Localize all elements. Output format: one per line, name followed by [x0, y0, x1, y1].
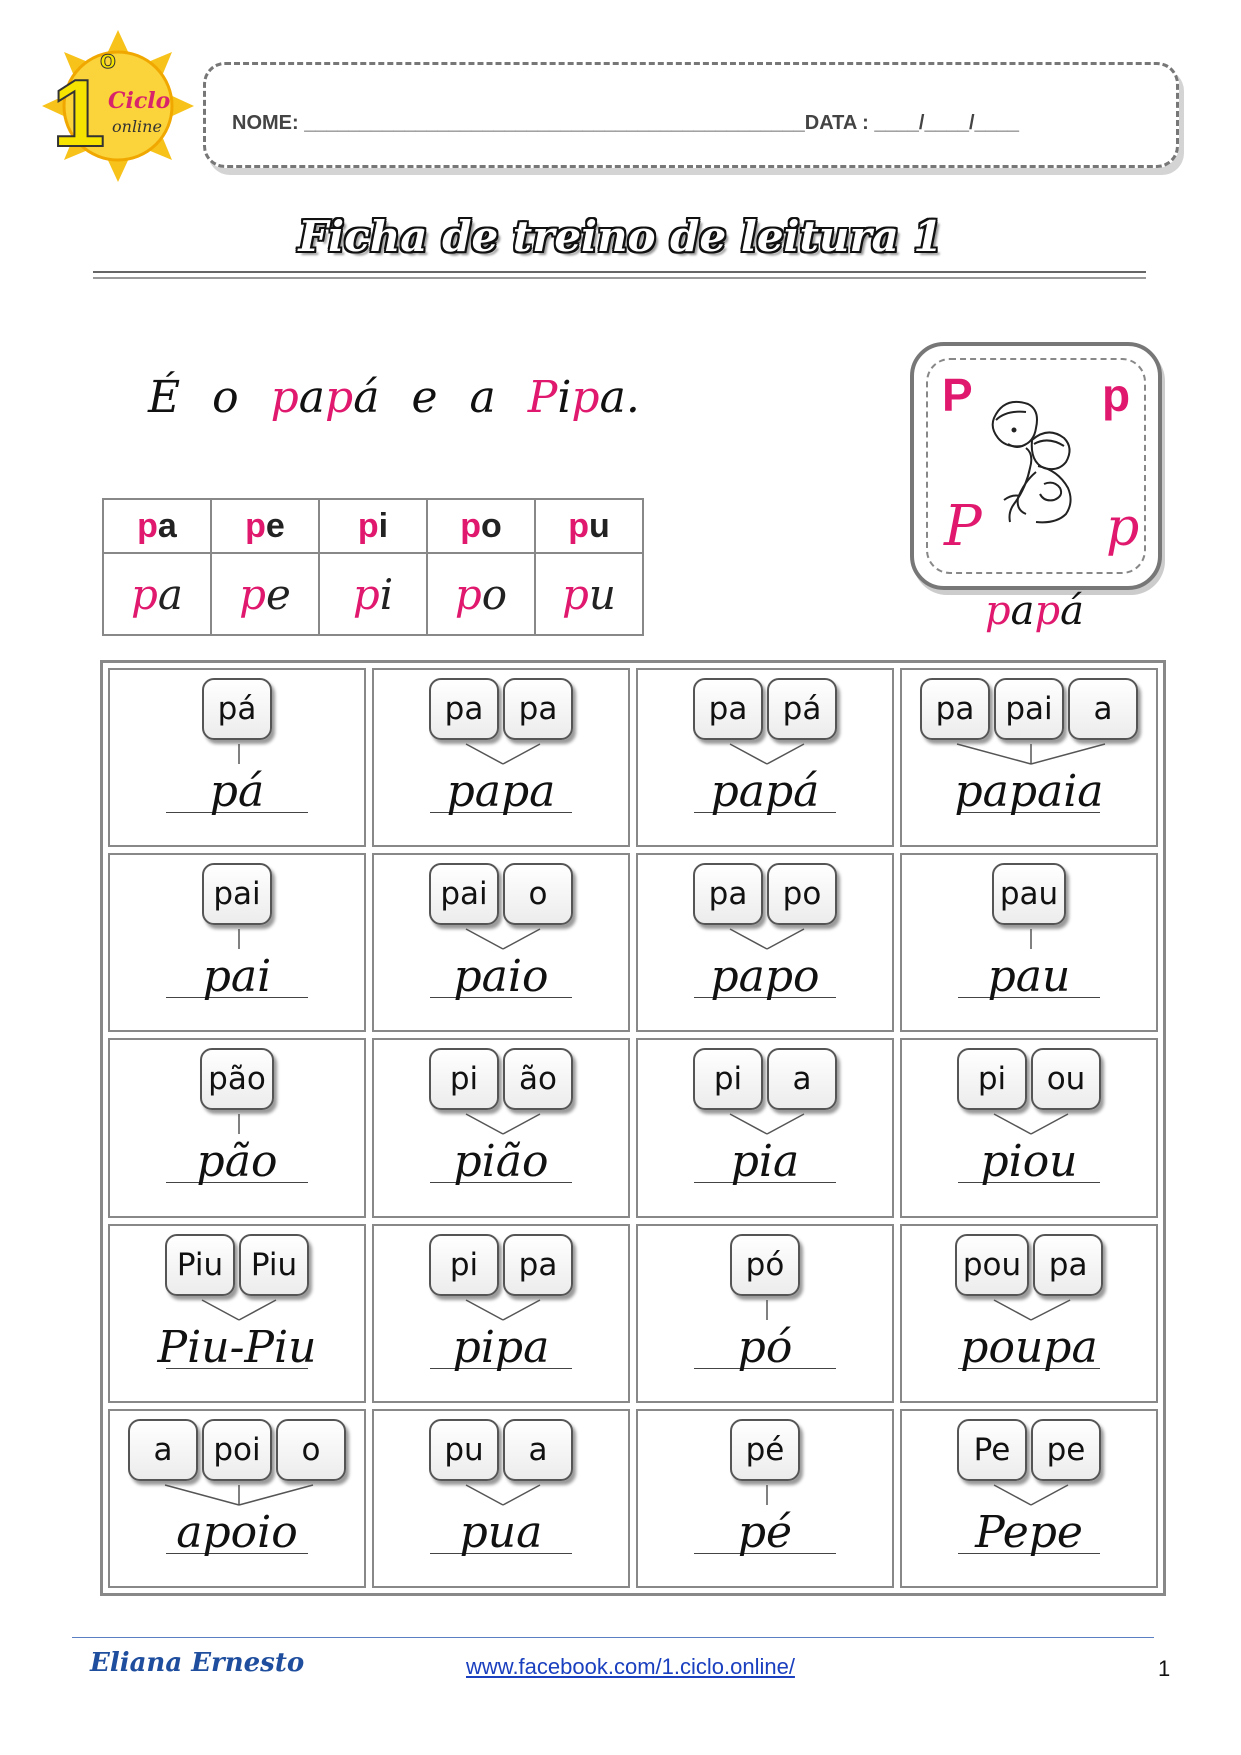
syllable-chip: pão [200, 1048, 274, 1110]
card-lower-cursive: p [1106, 498, 1140, 558]
name-label: NOME: [232, 112, 299, 134]
word-cell [372, 853, 630, 1032]
syllable-cell-cursive: po [427, 553, 535, 635]
syllable-chip: pé [730, 1419, 800, 1481]
syllable-chip-group [638, 1419, 892, 1481]
sentence-word: É [148, 372, 181, 423]
joiner-line [202, 1300, 239, 1320]
syllable-cell-cursive: pi [319, 553, 427, 635]
syllable-chip: pi [429, 1048, 499, 1110]
word-cell [372, 1224, 630, 1403]
cursive-word: pua [459, 1506, 543, 1558]
syllable-chip-group [374, 1234, 628, 1296]
syllable-chip: o [503, 863, 573, 925]
name-field[interactable]: _____________________________________________ [304, 112, 805, 134]
word-cell [900, 668, 1158, 847]
cursive-word: papaia [954, 766, 1104, 817]
word-cell [900, 1224, 1158, 1403]
syllable-chip: Piu [239, 1234, 309, 1296]
word-cell [900, 1038, 1158, 1217]
cursive-word: pia [730, 1136, 800, 1188]
syllable-chip: a [1068, 678, 1138, 740]
cursive-word: pó [737, 1321, 793, 1373]
joiner-line [730, 744, 767, 764]
cursive-word: papa [446, 766, 556, 817]
syllable-cell: pu [535, 499, 643, 553]
joiner-line [957, 744, 1031, 764]
card-word-papa: papá [985, 588, 1084, 634]
cursive-word: papá [710, 766, 820, 817]
joiner-line [239, 1300, 276, 1320]
date-label: DATA : [804, 112, 869, 134]
syllable-chip: pa [693, 863, 763, 925]
syllable-chip-group [638, 1048, 892, 1110]
page-title: Ficha de treino de leitura 1 [298, 212, 943, 261]
syllable-chip-group [902, 1048, 1156, 1110]
syllable-chip: pa [429, 678, 499, 740]
joiner-line [767, 744, 804, 764]
word-cell [900, 853, 1158, 1032]
syllable-chip: Piu [165, 1234, 235, 1296]
word-cell [108, 668, 366, 847]
joiner-line [503, 929, 540, 949]
joiner-line [1031, 1300, 1070, 1320]
sun-logo [38, 26, 198, 186]
syllable-chip: pa [920, 678, 990, 740]
syllable-chip: pi [693, 1048, 763, 1110]
syllable-chip: pi [429, 1234, 499, 1296]
card-upper-print: P [942, 369, 973, 421]
syllable-chip: pai [429, 863, 499, 925]
syllable-chip-group [110, 1419, 364, 1481]
syllable-chip: ou [1031, 1048, 1101, 1110]
syllable-chip: pa [503, 1234, 573, 1296]
syllable-chip: pa [693, 678, 763, 740]
syllable-chip: a [128, 1419, 198, 1481]
syllable-chip-group [374, 863, 628, 925]
joiner-line [239, 1485, 313, 1505]
syllable-chip-group [902, 1234, 1156, 1296]
syllable-chip-group [638, 678, 892, 740]
cursive-word: paio [453, 951, 549, 1003]
joiner-line [503, 744, 540, 764]
word-cell [636, 668, 894, 847]
cursive-word: papo [710, 951, 820, 1003]
cursive-word: pipa [452, 1321, 550, 1373]
cursive-word: Pepe [975, 1506, 1083, 1558]
word-cell [108, 1038, 366, 1217]
joiner-line [767, 1114, 804, 1134]
cursive-word: pau [987, 951, 1071, 1003]
joiner-line [503, 1300, 540, 1320]
syllable-chip-group [638, 863, 892, 925]
logo-grade: 1 [52, 60, 106, 167]
syllable-chip: pe [1031, 1419, 1101, 1481]
joiner-line [165, 1485, 239, 1505]
cursive-word: pá [209, 766, 265, 817]
logo-brand-bottom: online [112, 117, 162, 136]
word-cell [636, 853, 894, 1032]
page-number: 1 [1158, 1656, 1171, 1681]
joiner-line [767, 929, 804, 949]
sentence-word: a [469, 372, 496, 423]
joiner-line [1031, 744, 1105, 764]
sentence-word: o [212, 372, 239, 423]
word-cell [636, 1038, 894, 1217]
title-divider [93, 271, 1146, 273]
syllable-chip: pai [202, 863, 272, 925]
syllable-cell: pe [211, 499, 319, 553]
syllable-chip-group [110, 1048, 364, 1110]
word-cell [108, 1409, 366, 1588]
joiner-line [994, 1114, 1031, 1134]
syllable-chip: ão [503, 1048, 573, 1110]
card-lower-print: p [1102, 369, 1131, 421]
syllable-chip-group [110, 678, 364, 740]
syllable-cell: pi [319, 499, 427, 553]
date-field[interactable]: ____/____/____ [874, 112, 1019, 134]
syllable-chip: pa [503, 678, 573, 740]
word-cell [636, 1409, 894, 1588]
model-sentence [148, 372, 640, 423]
syllable-chip-group [902, 863, 1156, 925]
cursive-word: pião [453, 1136, 549, 1188]
cursive-word: pé [737, 1506, 793, 1558]
title-divider-shadow [93, 277, 1146, 279]
sentence-word-pipa: Pipa. [527, 372, 640, 423]
syllable-chip-group [374, 1419, 628, 1481]
card-upper-cursive: P [944, 494, 982, 559]
syllable-row-print [103, 499, 643, 553]
joiner-line [1031, 1114, 1068, 1134]
syllable-chip: a [767, 1048, 837, 1110]
syllable-cell: pa [103, 499, 211, 553]
word-building-grid [100, 660, 1166, 1596]
cursive-word: Piu-Piu [157, 1321, 317, 1373]
website-link[interactable]: www.facebook.com/1.ciclo.online/ [466, 1654, 795, 1679]
word-cell [372, 668, 630, 847]
word-cell [900, 1409, 1158, 1588]
joiner-line [994, 1485, 1031, 1505]
syllable-chip: Pe [957, 1419, 1027, 1481]
syllable-chip-group [110, 1234, 364, 1296]
cursive-word: piou [980, 1136, 1078, 1188]
syllable-chip: pi [957, 1048, 1027, 1110]
joiner-line [466, 929, 503, 949]
cursive-word: pão [196, 1136, 278, 1188]
syllable-chip: a [503, 1419, 573, 1481]
syllable-chip-group [374, 1048, 628, 1110]
syllable-row-cursive [103, 553, 643, 635]
joiner-line [466, 1300, 503, 1320]
word-cell [636, 1224, 894, 1403]
syllable-cell-cursive: pa [103, 553, 211, 635]
syllable-chip: pai [994, 678, 1064, 740]
syllable-chip: pau [992, 863, 1066, 925]
joiner-line [994, 1300, 1031, 1320]
syllable-chip: pá [767, 678, 837, 740]
syllable-chip: pou [955, 1234, 1029, 1296]
syllable-chip-group [374, 678, 628, 740]
joiner-line [730, 1114, 767, 1134]
logo-ordinal: o [100, 44, 116, 74]
syllable-chip-group [638, 1234, 892, 1296]
syllable-chip-group [110, 863, 364, 925]
syllable-cell: po [427, 499, 535, 553]
student-info-line [232, 112, 1019, 135]
syllable-chip-group [902, 678, 1156, 740]
cursive-word: apoio [176, 1506, 298, 1558]
syllable-cell-cursive: pu [535, 553, 643, 635]
footer-divider [72, 1637, 1154, 1638]
cursive-word: pai [202, 951, 272, 1003]
joiner-line [730, 929, 767, 949]
syllable-cell-cursive: pe [211, 553, 319, 635]
word-cell [108, 853, 366, 1032]
cursive-word: poupa [960, 1321, 1098, 1373]
joiner-line [503, 1485, 540, 1505]
syllable-chip: po [767, 863, 837, 925]
sentence-word-papa: papá [270, 372, 380, 423]
syllable-chip: pa [1033, 1234, 1103, 1296]
syllable-chip: pu [429, 1419, 499, 1481]
joiner-line [466, 1114, 503, 1134]
author-signature: Eliana Ernesto [90, 1648, 305, 1678]
letter-card [910, 342, 1162, 590]
syllable-chip: pó [730, 1234, 800, 1296]
father-hugging-child-icon [974, 388, 1094, 528]
joiner-line [1031, 1485, 1068, 1505]
syllable-chip: pá [202, 678, 272, 740]
word-cell [108, 1224, 366, 1403]
joiner-line [466, 1485, 503, 1505]
syllable-chip-group [902, 1419, 1156, 1481]
sentence-word: e [411, 372, 438, 423]
logo-brand-top: Ciclo [108, 88, 171, 114]
joiner-line [466, 744, 503, 764]
joiner-line [503, 1114, 540, 1134]
word-cell [372, 1409, 630, 1588]
syllable-chip: poi [202, 1419, 272, 1481]
syllable-chip: o [276, 1419, 346, 1481]
word-cell [372, 1038, 630, 1217]
syllable-table [102, 498, 644, 636]
